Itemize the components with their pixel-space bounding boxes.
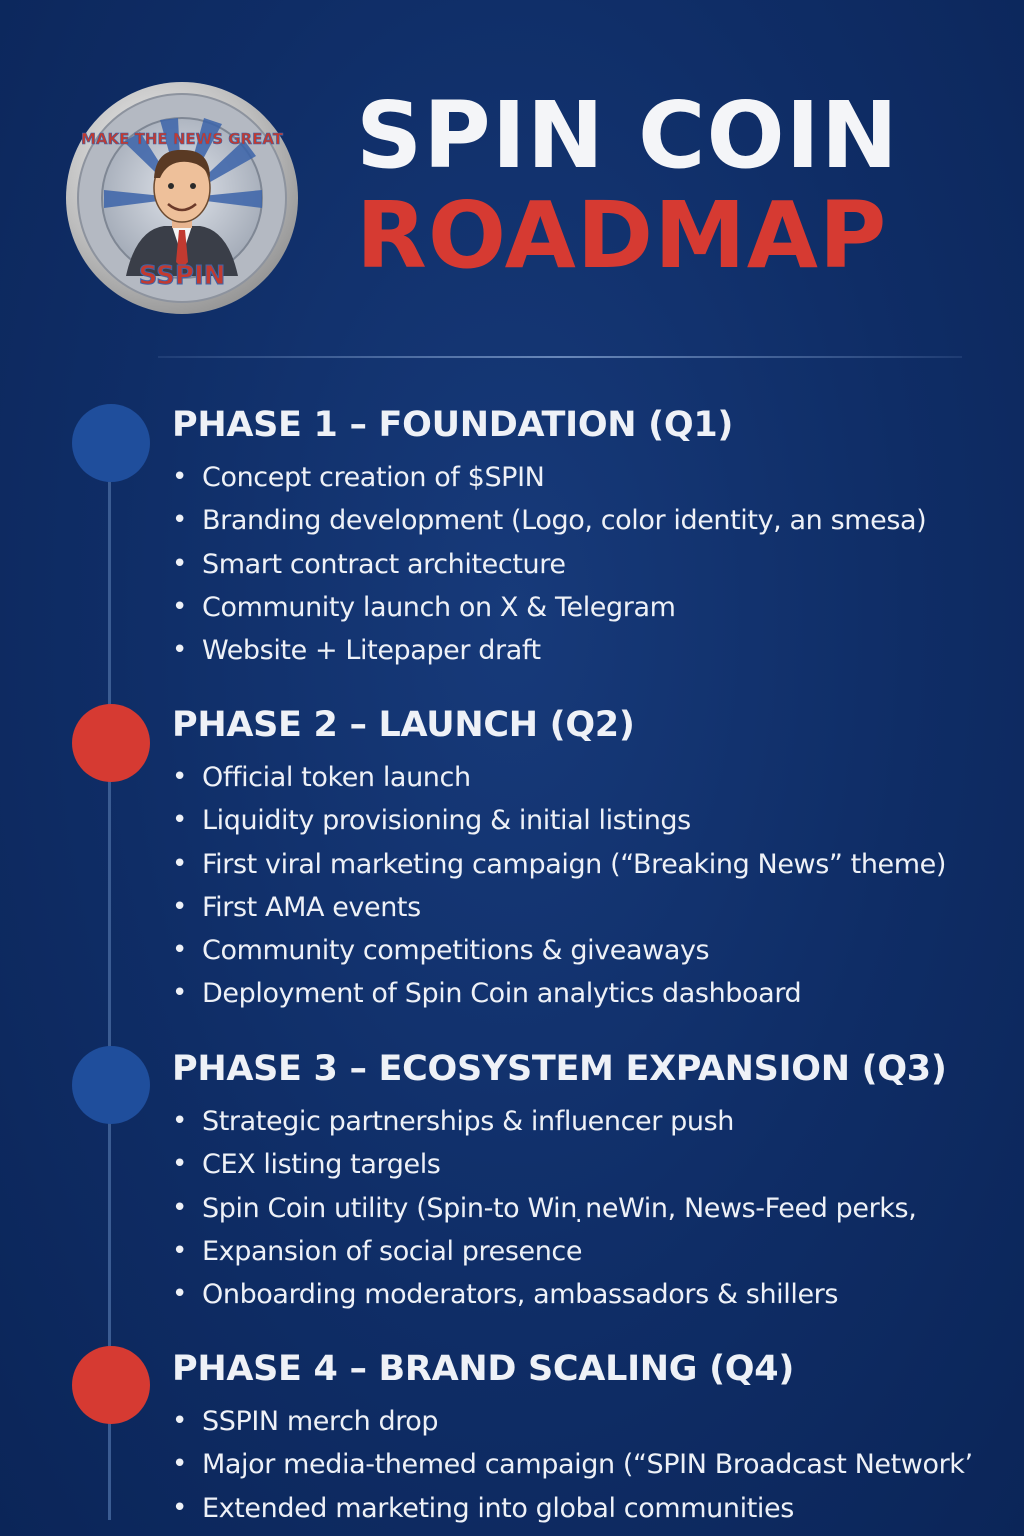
header-divider <box>158 356 962 358</box>
phase-4-dot-icon <box>72 1346 150 1424</box>
page-title <box>356 82 899 289</box>
phase-1-dot-icon <box>72 404 150 482</box>
list-item: • Strategic partnerships & influencer push <box>172 1100 947 1143</box>
phase-3 <box>172 1046 947 1316</box>
list-item: • CEX listing targels <box>172 1143 947 1186</box>
phase-2-dot-icon <box>72 704 150 782</box>
svg-text:MAKE THE NEWS GREAT: MAKE THE NEWS GREAT <box>80 130 284 148</box>
title-line-1: SPIN COIN <box>356 82 899 189</box>
coin-logo-icon <box>64 80 300 316</box>
list-item: • Deployment of Spin Coin analytics dashboard <box>172 972 946 1015</box>
list-item: • Website + Litepaper draft <box>172 629 926 672</box>
list-item: • Community launch on X & Telegram <box>172 586 926 629</box>
list-item: • Smart contract architecture <box>172 543 926 586</box>
list-item: • Branding development (Logo, color identity, an smesa) <box>172 499 926 542</box>
list-item: • Onboarding moderators, ambassadors & shillers <box>172 1273 947 1316</box>
phase-3-list <box>172 1100 947 1316</box>
phase-4 <box>172 1346 973 1530</box>
list-item: • Major media-themed campaign (“SPIN Broadcast Network’ <box>172 1443 973 1486</box>
list-item: • Expansion of social presence <box>172 1230 947 1273</box>
phase-1-list <box>172 456 926 672</box>
phase-1-title: PHASE 1 – FOUNDATION (Q1) <box>172 405 734 445</box>
phase-3-title: PHASE 3 – ECOSYSTEM EXPANSION (Q3) <box>172 1049 947 1089</box>
phase-4-list <box>172 1400 973 1530</box>
phase-1 <box>172 402 926 672</box>
list-item: • Community competitions & giveaways <box>172 929 946 972</box>
svg-text:SSPIN: SSPIN <box>138 261 226 291</box>
list-item: • Liquidity provisioning & initial listings <box>172 799 946 842</box>
list-item: • SSPIN merch drop <box>172 1400 973 1443</box>
list-item: • Spin Coin utility (Spin-to Win ̣neWin, News-Feed perks, <box>172 1187 947 1230</box>
list-item: • Extended marketing into global communities <box>172 1487 973 1530</box>
list-item: • First AMA events <box>172 886 946 929</box>
list-item: • First viral marketing campaign (“Breaking News” theme) <box>172 843 946 886</box>
list-item: • Official token launch <box>172 756 946 799</box>
list-item: • Concept creation of $SPIN <box>172 456 926 499</box>
title-line-2: ROADMAP <box>356 182 888 289</box>
phase-2-title: PHASE 2 – LAUNCH (Q2) <box>172 705 635 745</box>
phase-2 <box>172 702 946 1016</box>
phase-3-dot-icon <box>72 1046 150 1124</box>
phase-4-title: PHASE 4 – BRAND SCALING (Q4) <box>172 1349 795 1389</box>
phase-2-list <box>172 756 946 1016</box>
